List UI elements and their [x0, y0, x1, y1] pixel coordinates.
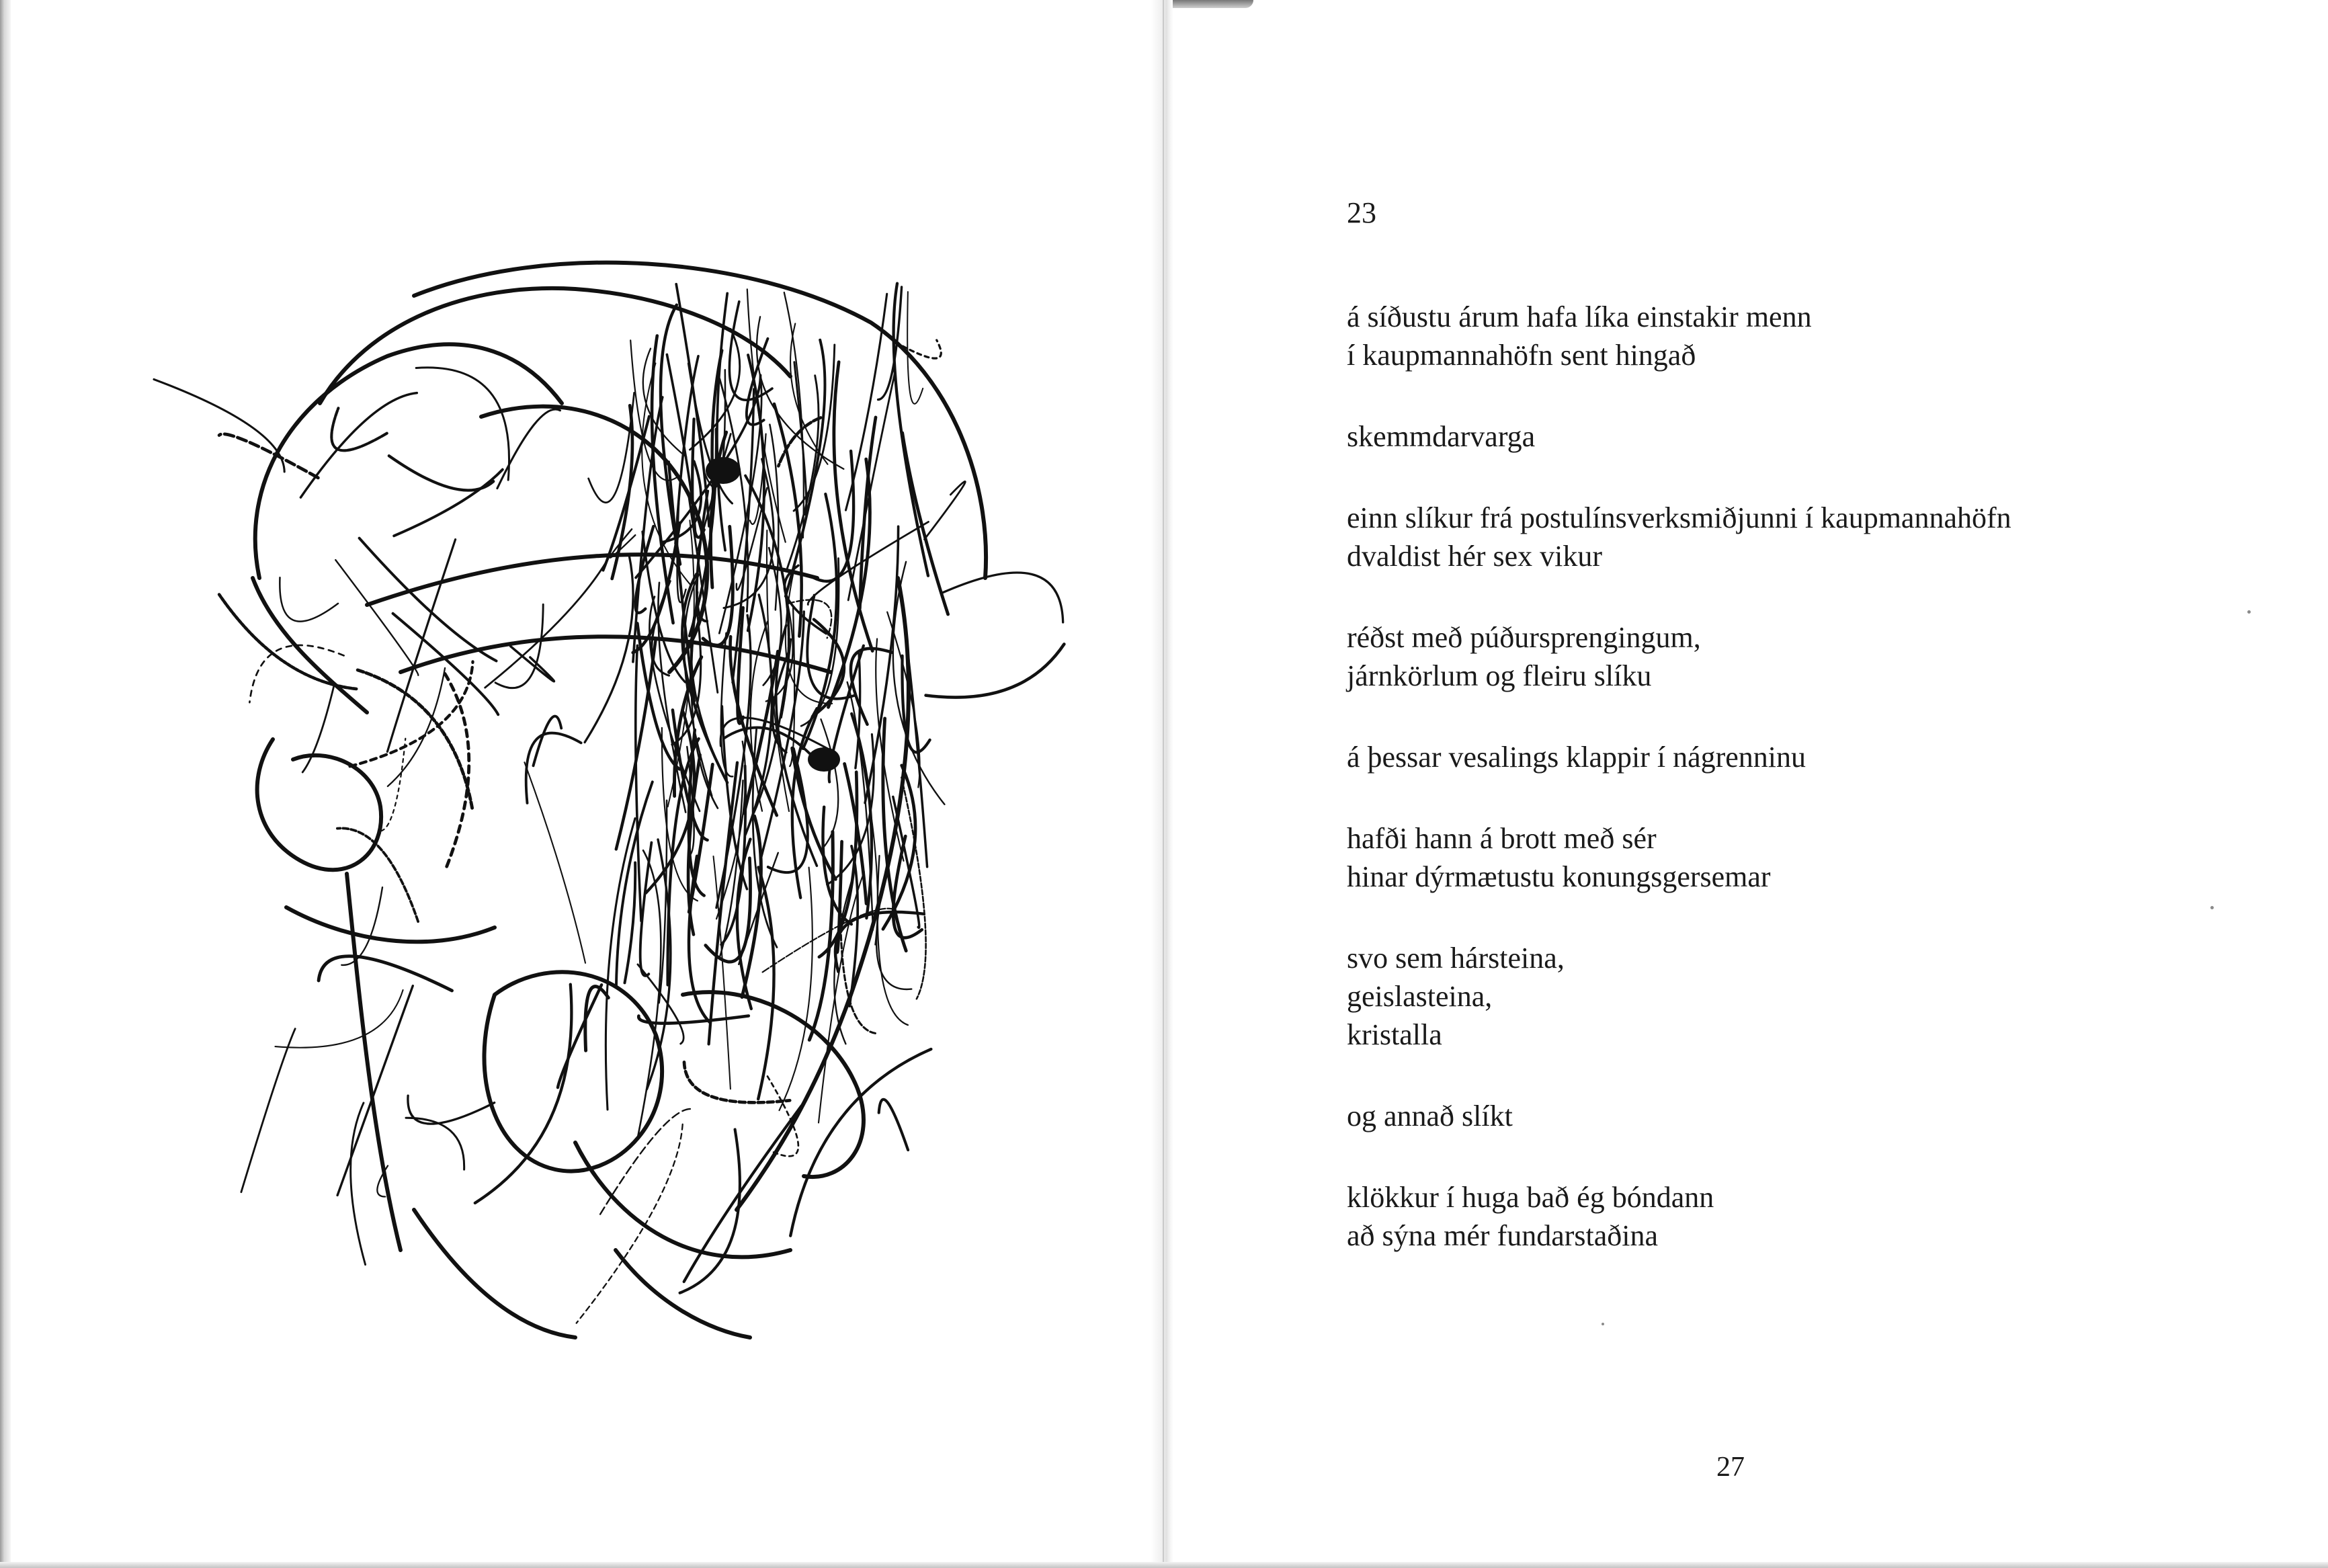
poem-line: réðst með púðursprengingum,: [1347, 621, 1701, 654]
poem-line: klökkur í huga bað ég bóndann: [1347, 1181, 1714, 1214]
scribble-stroke: [709, 763, 737, 1044]
paper-speck: [2210, 906, 2214, 909]
scribble-stroke: [589, 393, 634, 502]
scribble-stroke: [280, 577, 338, 621]
scribble-stroke: [241, 1029, 295, 1192]
scan-edge-left: [0, 0, 11, 1568]
scribble-stroke: [638, 1016, 749, 1024]
scribble-stroke: [534, 716, 562, 766]
scribble-stroke: [485, 559, 608, 688]
scan-edge-bottom: [0, 1562, 2328, 1568]
scribble-stroke: [497, 409, 560, 489]
scribble-stroke: [684, 1062, 790, 1102]
page-number: 27: [1716, 1452, 1745, 1483]
poem-line: hafði hann á brott með sér: [1347, 822, 1657, 855]
poem-line: kristalla: [1347, 1018, 1442, 1051]
right-page: [1173, 0, 2328, 1562]
paper-speck: [2247, 610, 2251, 614]
scribble-stroke: [416, 368, 509, 480]
scribble-stroke: [511, 647, 554, 682]
scribble-stroke: [813, 451, 854, 581]
poem-stanzas: [1347, 298, 2274, 1255]
scribble-stroke: [925, 481, 966, 539]
scribble-stroke: [640, 843, 652, 976]
poem-stanza: [1347, 939, 2274, 1054]
scribble-stroke: [249, 645, 343, 702]
poem-line: svo sem hársteina,: [1347, 942, 1565, 975]
scribble-stroke: [907, 292, 923, 404]
scribble-stroke: [526, 733, 581, 803]
poem-stanza: [1347, 499, 2274, 575]
poem-line: á þessar vesalings klappir í nágrenninu: [1347, 741, 1806, 774]
poem-stanza: [1347, 738, 2274, 776]
scribble-stroke: [389, 456, 493, 490]
scribble-stroke: [302, 685, 334, 772]
scribble-stroke: [577, 1124, 683, 1323]
scribble-stroke: [926, 644, 1065, 697]
scribble-stroke: [706, 858, 751, 962]
scribble-stroke: [331, 408, 386, 450]
scribble-stroke: [689, 856, 710, 1022]
scribble-stroke: [337, 986, 413, 1196]
paper-speck: [1602, 1323, 1604, 1325]
scribble-stroke: [394, 470, 503, 536]
scribble-stroke: [300, 393, 417, 498]
book-gutter: [1151, 0, 1173, 1568]
scribble-stroke: [524, 762, 585, 963]
poem-line: í kaupmannahöfn sent hingað: [1347, 339, 1696, 372]
scribble-stroke: [406, 1118, 464, 1169]
poem-line: dvaldist hér sex vikur: [1347, 540, 1603, 573]
scribble-stroke: [680, 1130, 740, 1293]
scribble-strokes: [154, 284, 1064, 1323]
poem-stanza: [1347, 298, 2274, 374]
gutter-crease: [1163, 0, 1164, 1568]
scribble-stroke: [638, 850, 661, 1137]
poem: [1347, 194, 2274, 1298]
poem-line: járnkörlum og fleiru slíku: [1347, 659, 1652, 692]
poem-line: á síðustu árum hafa líka einstakir menn: [1347, 300, 1812, 333]
scribble-stroke: [154, 379, 284, 472]
scribble-stroke: [319, 956, 452, 991]
poem-stanza: [1347, 819, 2274, 896]
scribble-stroke: [879, 1100, 908, 1150]
scribble-stroke: [445, 673, 469, 870]
poem-line: skemmdarvarga: [1347, 420, 1536, 453]
scribble-stroke: [276, 990, 403, 1048]
scribble-stroke: [942, 573, 1063, 622]
poem-line: geislasteina,: [1347, 980, 1493, 1013]
scribble-stroke: [393, 614, 499, 714]
poem-number: 23: [1347, 196, 1376, 229]
poem-stanza: [1347, 618, 2274, 695]
poem-line: að sýna mér fundarstaðina: [1347, 1219, 1659, 1252]
poem-line: einn slíkur frá postulínsverksmiðjunni í kaupmannahöfn: [1347, 501, 2011, 534]
scribble-stroke: [643, 349, 687, 457]
scribble-stroke: [335, 560, 418, 675]
poem-stanza: [1347, 417, 2274, 456]
poem-line: og annað slíkt: [1347, 1100, 1513, 1132]
scribble-portrait-illustration: [145, 202, 1086, 1344]
poem-stanza: [1347, 1097, 2274, 1135]
poem-line: hinar dýrmætustu konungsgersemar: [1347, 860, 1771, 893]
scribble-stroke: [219, 595, 356, 690]
poem-stanza: [1347, 1178, 2274, 1255]
left-page: [11, 0, 1151, 1562]
scribble-stroke: [780, 868, 813, 1111]
scribble-stroke: [599, 1109, 690, 1216]
